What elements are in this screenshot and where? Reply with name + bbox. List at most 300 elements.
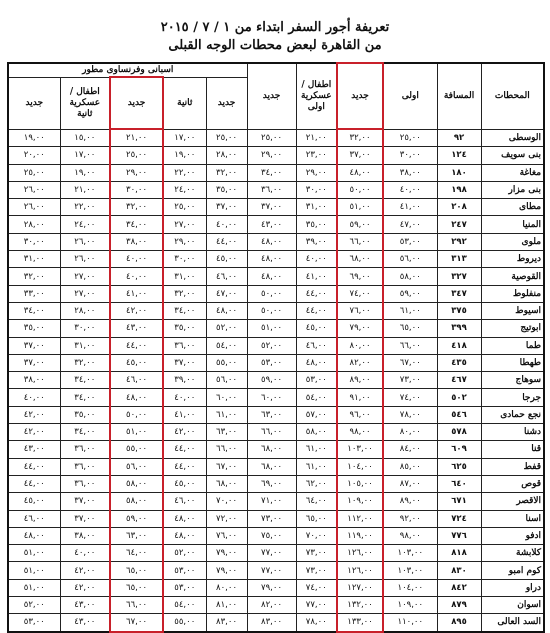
distance-cell: ٣٩٩: [437, 320, 481, 337]
new-second-cell: ٣٨,٠٠: [110, 233, 163, 250]
kids-second-cell: ٣١,٠٠: [60, 337, 110, 354]
kids-second-cell: ٣٤,٠٠: [60, 424, 110, 441]
first-cell: ١٠٤,٠٠: [383, 579, 437, 596]
first-cell: ١٠٩,٠٠: [383, 597, 437, 614]
kids-first-cell: ٥٣,٠٠: [296, 372, 337, 389]
kids-second-cell: ٤٠,٠٠: [60, 545, 110, 562]
distance-cell: ٤٣٥: [437, 354, 481, 371]
station-cell: كلابشة: [481, 545, 544, 562]
second-cell: ٣٤,٠٠: [163, 302, 206, 319]
station-cell: قوص: [481, 475, 544, 492]
kids-first-cell: ٥٧,٠٠: [296, 406, 337, 423]
kids-second-cell: ١٩,٠٠: [60, 164, 110, 181]
new-kids-second-cell: ٢٨,٠٠: [8, 216, 60, 233]
kids-first-cell: ٢٣,٠٠: [296, 147, 337, 164]
new-kids-first-cell: ٤٣,٠٠: [247, 216, 296, 233]
new-second-cell: ٣٢,٠٠: [110, 199, 163, 216]
table-row: [8, 424, 544, 441]
kids-second-cell: ٣٨,٠٠: [60, 527, 110, 544]
new-first-cell: ١٢٧,٠٠: [337, 579, 383, 596]
kids-first-label: اطفال /عسكرية اولى: [300, 79, 332, 112]
new-kids-second-cell: ٤٠,٠٠: [8, 389, 60, 406]
second-cell: ٤٦,٠٠: [163, 493, 206, 510]
new-group-cell: ٤٥,٠٠: [206, 251, 247, 268]
new-group-cell: ٥٥,٠٠: [206, 354, 247, 371]
new-kids-second-cell: ٥٣,٠٠: [8, 614, 60, 632]
kids-second-cell: ٣٧,٠٠: [60, 493, 110, 510]
first-cell: ٦١,٠٠: [383, 302, 437, 319]
distance-cell: ١٢٤: [437, 147, 481, 164]
kids-first-cell: ٣٠,٠٠: [296, 181, 337, 198]
kids-second-cell: ٣٠,٠٠: [60, 320, 110, 337]
col-first-header: اولى: [383, 63, 437, 129]
second-cell: ٣٧,٠٠: [163, 354, 206, 371]
new-group-cell: ٦٦,٠٠: [206, 441, 247, 458]
first-cell: ٥٣,٠٠: [383, 233, 437, 250]
new-first-cell: ١١٩,٠٠: [337, 527, 383, 544]
new-kids-second-cell: ٥١,٠٠: [8, 579, 60, 596]
new-first-cell: ٣٢,٠٠: [337, 129, 383, 147]
new-kids-first-cell: ٣٤,٠٠: [247, 164, 296, 181]
kids-second-cell: ٣٤,٠٠: [60, 372, 110, 389]
first-cell: ٧٨,٠٠: [383, 406, 437, 423]
new-second-cell: ٤٣,٠٠: [110, 320, 163, 337]
new-kids-second-cell: ٤٤,٠٠: [8, 458, 60, 475]
new-kids-first-cell: ٥٣,٠٠: [247, 354, 296, 371]
new-first-cell: ٨٢,٠٠: [337, 354, 383, 371]
new-kids-second-cell: ١٩,٠٠: [8, 129, 60, 147]
new-kids-first-cell: ٧١,٠٠: [247, 493, 296, 510]
first-cell: ٤٧,٠٠: [383, 216, 437, 233]
new-first-cell: ٧٦,٠٠: [337, 302, 383, 319]
col-second-header: ثانية: [163, 77, 206, 129]
second-cell: ٢٧,٠٠: [163, 216, 206, 233]
new-group-cell: ٣٧,٠٠: [206, 199, 247, 216]
new-first-cell: ١٠٩,٠٠: [337, 493, 383, 510]
new-first-cell: ٥١,٠٠: [337, 199, 383, 216]
kids-first-cell: ٤١,٠٠: [296, 268, 337, 285]
table-row: [8, 233, 544, 250]
kids-first-cell: ٧٠,٠٠: [296, 527, 337, 544]
table-row: [8, 302, 544, 319]
distance-cell: ٤١٨: [437, 337, 481, 354]
col-new-first-group-header: جديد: [206, 77, 247, 129]
table-row: [8, 129, 544, 147]
distance-cell: ٧٢٤: [437, 510, 481, 527]
kids-second-cell: ٤٢,٠٠: [60, 562, 110, 579]
col-new-first-header: جديد: [337, 63, 383, 129]
kids-first-cell: ٦١,٠٠: [296, 441, 337, 458]
kids-first-cell: ٤٠,٠٠: [296, 251, 337, 268]
kids-second-cell: ٤٣,٠٠: [60, 614, 110, 632]
new-kids-first-cell: ٢٥,٠٠: [247, 129, 296, 147]
new-second-cell: ٤٦,٠٠: [110, 372, 163, 389]
first-cell: ٨٤,٠٠: [383, 441, 437, 458]
station-cell: مغاغة: [481, 164, 544, 181]
new-first-cell: ٧٩,٠٠: [337, 320, 383, 337]
kids-first-cell: ٤٦,٠٠: [296, 337, 337, 354]
table-row: [8, 147, 544, 164]
first-cell: ١٠٣,٠٠: [383, 545, 437, 562]
new-kids-second-cell: ٢٦,٠٠: [8, 181, 60, 198]
table-row: [8, 527, 544, 544]
first-cell: ٦٦,٠٠: [383, 337, 437, 354]
new-kids-first-cell: ٥٢,٠٠: [247, 337, 296, 354]
new-group-cell: ٨١,٠٠: [206, 597, 247, 614]
new-group-cell: ٤٤,٠٠: [206, 233, 247, 250]
kids-second-cell: ٣٦,٠٠: [60, 475, 110, 492]
first-cell: ٣٨,٠٠: [383, 164, 437, 181]
distance-cell: ٢٩٢: [437, 233, 481, 250]
second-cell: ٥٣,٠٠: [163, 579, 206, 596]
station-cell: اسنا: [481, 510, 544, 527]
station-cell: مطاى: [481, 199, 544, 216]
new-kids-second-cell: ٢٦,٠٠: [8, 199, 60, 216]
new-kids-first-cell: ٧٣,٠٠: [247, 510, 296, 527]
col-new-kids-first-header: جديد: [247, 63, 296, 129]
table-row: [8, 597, 544, 614]
new-second-cell: ٢١,٠٠: [110, 129, 163, 147]
new-kids-first-cell: ٥٠,٠٠: [247, 302, 296, 319]
station-cell: كوم امبو: [481, 562, 544, 579]
new-kids-second-cell: ٥٢,٠٠: [8, 597, 60, 614]
station-cell: قفط: [481, 458, 544, 475]
col-stations-header: المحطات: [481, 63, 544, 129]
distance-cell: ٥٧٨: [437, 424, 481, 441]
table-row: [8, 475, 544, 492]
kids-first-cell: ٣١,٠٠: [296, 199, 337, 216]
new-second-cell: ٤٤,٠٠: [110, 337, 163, 354]
first-cell: ٩٢,٠٠: [383, 510, 437, 527]
distance-cell: ٨٤٢: [437, 579, 481, 596]
new-first-cell: ١١٢,٠٠: [337, 510, 383, 527]
kids-first-cell: ٢٩,٠٠: [296, 164, 337, 181]
new-kids-second-cell: ٤٦,٠٠: [8, 510, 60, 527]
page-subtitle: من القاهرة لبعض محطات الوجه القبلى: [168, 38, 382, 53]
new-group-cell: ٨٣,٠٠: [206, 614, 247, 632]
second-cell: ٤٤,٠٠: [163, 441, 206, 458]
kids-second-cell: ٢٦,٠٠: [60, 251, 110, 268]
first-cell: ٧٤,٠٠: [383, 389, 437, 406]
new-second-cell: ٥٠,٠٠: [110, 406, 163, 423]
kids-second-cell: ٢٦,٠٠: [60, 233, 110, 250]
new-group-cell: ٢٥,٠٠: [206, 129, 247, 147]
distance-cell: ٣٧٥: [437, 302, 481, 319]
new-group-cell: ٧٦,٠٠: [206, 527, 247, 544]
second-cell: ٥٣,٠٠: [163, 562, 206, 579]
new-group-cell: ٧٩,٠٠: [206, 562, 247, 579]
station-cell: دراو: [481, 579, 544, 596]
kids-first-cell: ٦١,٠٠: [296, 458, 337, 475]
station-cell: اسيوط: [481, 302, 544, 319]
new-kids-second-cell: ٤٢,٠٠: [8, 424, 60, 441]
second-cell: ٣٦,٠٠: [163, 337, 206, 354]
new-second-cell: ٥٩,٠٠: [110, 510, 163, 527]
new-group-cell: ٧٠,٠٠: [206, 493, 247, 510]
new-first-cell: ١٣٢,٠٠: [337, 597, 383, 614]
kids-second-cell: ١٧,٠٠: [60, 147, 110, 164]
kids-first-cell: ٦٥,٠٠: [296, 510, 337, 527]
table-row: [8, 545, 544, 562]
new-first-cell: ٥٠,٠٠: [337, 181, 383, 198]
new-group-cell: ٤٧,٠٠: [206, 285, 247, 302]
second-cell: ٥٢,٠٠: [163, 545, 206, 562]
station-cell: الوسطى: [481, 129, 544, 147]
station-cell: المنيا: [481, 216, 544, 233]
new-kids-first-cell: ٧٩,٠٠: [247, 579, 296, 596]
new-first-cell: ٣٧,٠٠: [337, 147, 383, 164]
first-cell: ٧٣,٠٠: [383, 372, 437, 389]
kids-first-cell: ٦٢,٠٠: [296, 475, 337, 492]
first-cell: ٩٨,٠٠: [383, 527, 437, 544]
kids-second-cell: ٢٨,٠٠: [60, 302, 110, 319]
second-cell: ٢٢,٠٠: [163, 164, 206, 181]
kids-first-cell: ٤٨,٠٠: [296, 354, 337, 371]
second-cell: ٤٤,٠٠: [163, 458, 206, 475]
distance-cell: ٨٧٩: [437, 597, 481, 614]
new-kids-second-cell: ٣٨,٠٠: [8, 372, 60, 389]
second-cell: ٢٤,٠٠: [163, 181, 206, 198]
fares-table: [7, 62, 545, 633]
new-kids-first-cell: ٧٥,٠٠: [247, 527, 296, 544]
new-first-cell: ٥٩,٠٠: [337, 216, 383, 233]
station-cell: نجع حمادى: [481, 406, 544, 423]
distance-cell: ٨٩٥: [437, 614, 481, 632]
new-kids-first-cell: ٦٨,٠٠: [247, 441, 296, 458]
distance-cell: ١٨٠: [437, 164, 481, 181]
kids-second-cell: ٤٣,٠٠: [60, 597, 110, 614]
new-first-cell: ٧٤,٠٠: [337, 285, 383, 302]
station-cell: بنى مزار: [481, 181, 544, 198]
new-group-cell: ٢٨,٠٠: [206, 147, 247, 164]
new-group-cell: ٣٢,٠٠: [206, 164, 247, 181]
table-row: [8, 216, 544, 233]
first-cell: ١١٠,٠٠: [383, 614, 437, 632]
new-second-cell: ٥١,٠٠: [110, 424, 163, 441]
table-row: [8, 406, 544, 423]
kids-first-cell: ٧٣,٠٠: [296, 562, 337, 579]
new-group-cell: ٥٦,٠٠: [206, 372, 247, 389]
new-group-cell: ٥٢,٠٠: [206, 320, 247, 337]
second-cell: ٤٨,٠٠: [163, 510, 206, 527]
kids-second-cell: ٣٤,٠٠: [60, 389, 110, 406]
new-first-cell: ٦٦,٠٠: [337, 233, 383, 250]
distance-cell: ٤٦٧: [437, 372, 481, 389]
first-cell: ٨٩,٠٠: [383, 493, 437, 510]
table-row: [8, 251, 544, 268]
new-second-cell: ٢٩,٠٠: [110, 164, 163, 181]
table-row: [8, 268, 544, 285]
station-cell: بنى سويف: [481, 147, 544, 164]
new-kids-second-cell: ٤٤,٠٠: [8, 475, 60, 492]
second-cell: ٣١,٠٠: [163, 268, 206, 285]
new-kids-second-cell: ٣٧,٠٠: [8, 354, 60, 371]
new-second-cell: ٦٥,٠٠: [110, 562, 163, 579]
kids-second-cell: ٢٢,٠٠: [60, 199, 110, 216]
table-row: [8, 164, 544, 181]
first-cell: ٤٠,٠٠: [383, 181, 437, 198]
new-second-cell: ٥٨,٠٠: [110, 493, 163, 510]
new-second-cell: ٤١,٠٠: [110, 285, 163, 302]
kids-second-cell: ٣٢,٠٠: [60, 354, 110, 371]
new-first-cell: ٦٩,٠٠: [337, 268, 383, 285]
second-cell: ٣٥,٠٠: [163, 320, 206, 337]
station-cell: اسوان: [481, 597, 544, 614]
table-row: [8, 579, 544, 596]
kids-second-cell: ٣٦,٠٠: [60, 441, 110, 458]
second-cell: ٤١,٠٠: [163, 406, 206, 423]
new-second-cell: ٤٠,٠٠: [110, 268, 163, 285]
new-first-cell: ٩٨,٠٠: [337, 424, 383, 441]
distance-cell: ٩٢: [437, 129, 481, 147]
kids-first-cell: ٣٥,٠٠: [296, 216, 337, 233]
new-kids-first-cell: ٦٠,٠٠: [247, 389, 296, 406]
new-first-cell: ١٠٣,٠٠: [337, 441, 383, 458]
new-group-cell: ٦٣,٠٠: [206, 424, 247, 441]
new-kids-second-cell: ٣٥,٠٠: [8, 320, 60, 337]
new-group-cell: ٣٥,٠٠: [206, 181, 247, 198]
kids-first-cell: ٦٤,٠٠: [296, 493, 337, 510]
distance-cell: ٢٤٧: [437, 216, 481, 233]
new-second-cell: ٢٥,٠٠: [110, 147, 163, 164]
new-kids-first-cell: ٣٧,٠٠: [247, 199, 296, 216]
kids-second-cell: ١٥,٠٠: [60, 129, 110, 147]
second-cell: ٢٩,٠٠: [163, 233, 206, 250]
table-row: [8, 562, 544, 579]
kids-first-cell: ٧٧,٠٠: [296, 597, 337, 614]
station-cell: القوصية: [481, 268, 544, 285]
new-second-cell: ٣٠,٠٠: [110, 181, 163, 198]
second-cell: ٢٥,٠٠: [163, 199, 206, 216]
new-kids-first-cell: ٧٧,٠٠: [247, 562, 296, 579]
table-row: [8, 389, 544, 406]
new-first-cell: ٩١,٠٠: [337, 389, 383, 406]
kids-second-label: اطفال /عسكرية ثانية: [69, 86, 101, 119]
second-cell: ٤٢,٠٠: [163, 424, 206, 441]
new-second-cell: ٤٨,٠٠: [110, 389, 163, 406]
new-second-cell: ٥٥,٠٠: [110, 441, 163, 458]
table-row: [8, 493, 544, 510]
new-first-cell: ٤٨,٠٠: [337, 164, 383, 181]
kids-second-cell: ٣٥,٠٠: [60, 406, 110, 423]
distance-cell: ٣١٣: [437, 251, 481, 268]
station-cell: قنا: [481, 441, 544, 458]
new-group-cell: ٨٠,٠٠: [206, 579, 247, 596]
station-cell: جرجا: [481, 389, 544, 406]
distance-cell: ٣٢٧: [437, 268, 481, 285]
table-row: [8, 372, 544, 389]
new-first-cell: ١٣٣,٠٠: [337, 614, 383, 632]
second-cell: ٥٥,٠٠: [163, 614, 206, 632]
page-title: تعريفة أجور السفر ابتداء من ١ / ٧ / ٢٠١٥: [160, 20, 390, 35]
second-cell: ٣٠,٠٠: [163, 251, 206, 268]
kids-second-cell: ٤٢,٠٠: [60, 579, 110, 596]
station-cell: ملوى: [481, 233, 544, 250]
station-cell: طما: [481, 337, 544, 354]
col-kids-second-header: [60, 77, 110, 129]
new-second-cell: ٦٤,٠٠: [110, 545, 163, 562]
station-cell: السد العالى: [481, 614, 544, 632]
new-first-cell: ٨٠,٠٠: [337, 337, 383, 354]
new-kids-first-cell: ٧٧,٠٠: [247, 545, 296, 562]
new-kids-second-cell: ٣٢,٠٠: [8, 268, 60, 285]
new-first-cell: ١٠٥,٠٠: [337, 475, 383, 492]
new-first-cell: ٨٩,٠٠: [337, 372, 383, 389]
second-cell: ٣٩,٠٠: [163, 372, 206, 389]
new-second-cell: ٥٨,٠٠: [110, 475, 163, 492]
distance-cell: ٦٢٥: [437, 458, 481, 475]
new-kids-first-cell: ٤٨,٠٠: [247, 251, 296, 268]
new-kids-first-cell: ٨٢,٠٠: [247, 597, 296, 614]
new-kids-second-cell: ٤٣,٠٠: [8, 441, 60, 458]
table-row: [8, 337, 544, 354]
first-cell: ٥٨,٠٠: [383, 268, 437, 285]
distance-cell: ٨١٨: [437, 545, 481, 562]
kids-second-cell: ٢٧,٠٠: [60, 268, 110, 285]
second-cell: ٤٥,٠٠: [163, 475, 206, 492]
kids-first-cell: ٥٨,٠٠: [296, 424, 337, 441]
distance-cell: ١٩٨: [437, 181, 481, 198]
new-kids-first-cell: ٣٦,٠٠: [247, 181, 296, 198]
distance-cell: ٦٧١: [437, 493, 481, 510]
distance-cell: ٧٧٦: [437, 527, 481, 544]
new-first-cell: ١٢٦,٠٠: [337, 562, 383, 579]
kids-first-cell: ٤٤,٠٠: [296, 285, 337, 302]
new-first-cell: ١٠٤,٠٠: [337, 458, 383, 475]
kids-first-cell: ٣٩,٠٠: [296, 233, 337, 250]
distance-cell: ٥٠٢: [437, 389, 481, 406]
new-first-cell: ١٢٦,٠٠: [337, 545, 383, 562]
station-cell: دشنا: [481, 424, 544, 441]
table-row: [8, 320, 544, 337]
kids-second-cell: ٢٤,٠٠: [60, 216, 110, 233]
new-first-cell: ٩٦,٠٠: [337, 406, 383, 423]
distance-cell: ٣٤٧: [437, 285, 481, 302]
new-group-cell: ٤٦,٠٠: [206, 268, 247, 285]
new-kids-second-cell: ٣٤,٠٠: [8, 302, 60, 319]
station-cell: طهطا: [481, 354, 544, 371]
new-kids-second-cell: ٢٠,٠٠: [8, 147, 60, 164]
new-second-cell: ٤٢,٠٠: [110, 302, 163, 319]
new-group-cell: ٤٨,٠٠: [206, 302, 247, 319]
table-row: [8, 199, 544, 216]
kids-first-cell: ٧٤,٠٠: [296, 579, 337, 596]
new-kids-second-cell: ٤٨,٠٠: [8, 527, 60, 544]
station-cell: سوهاج: [481, 372, 544, 389]
new-group-cell: ٦٠,٠٠: [206, 389, 247, 406]
kids-second-cell: ٣٧,٠٠: [60, 510, 110, 527]
new-kids-second-cell: ٣١,٠٠: [8, 251, 60, 268]
distance-cell: ٢٠٨: [437, 199, 481, 216]
first-cell: ٦٥,٠٠: [383, 320, 437, 337]
station-cell: منفلوط: [481, 285, 544, 302]
first-cell: ٣٠,٠٠: [383, 147, 437, 164]
new-kids-second-cell: ٤٥,٠٠: [8, 493, 60, 510]
table-row: [8, 458, 544, 475]
new-kids-first-cell: ٤٨,٠٠: [247, 268, 296, 285]
new-kids-first-cell: ٥٠,٠٠: [247, 285, 296, 302]
table-row: [8, 441, 544, 458]
kids-first-cell: ٤٤,٠٠: [296, 302, 337, 319]
kids-first-cell: ٧٣,٠٠: [296, 545, 337, 562]
kids-second-cell: ٢١,٠٠: [60, 181, 110, 198]
second-cell: ١٩,٠٠: [163, 147, 206, 164]
new-kids-second-cell: ٥١,٠٠: [8, 545, 60, 562]
first-cell: ٢٥,٠٠: [383, 129, 437, 147]
col-distance-header: المسافة: [437, 63, 481, 129]
new-second-cell: ٤٥,٠٠: [110, 354, 163, 371]
col-new-second-header: جديد: [110, 77, 163, 129]
